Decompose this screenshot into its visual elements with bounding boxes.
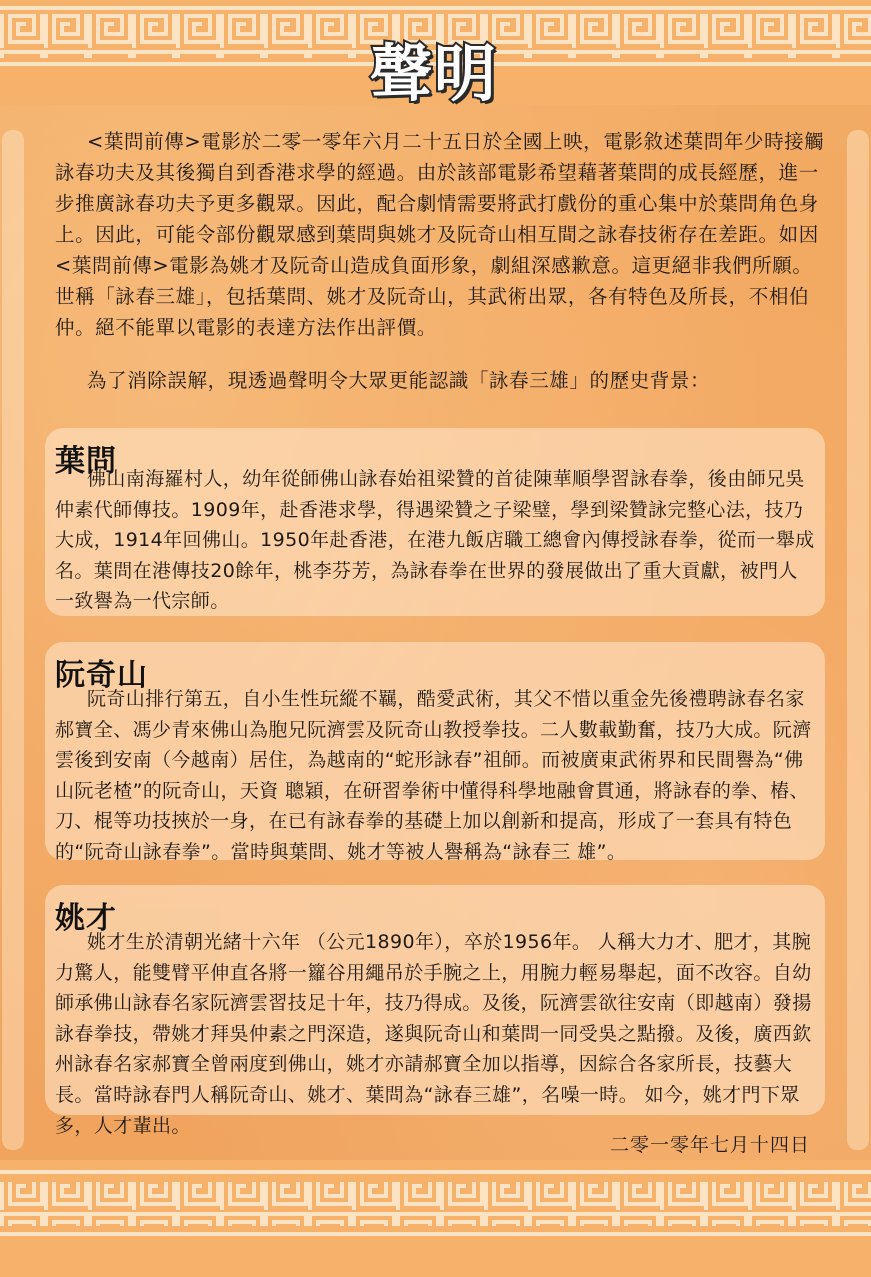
section-heading: 阮奇山 [55, 658, 148, 693]
page-title: 聲明 [369, 36, 498, 110]
section-heading: 葉問 [55, 444, 117, 479]
section-body: 佛山南海羅村人，幼年從師佛山詠春始祖梁贊的首徒陳華順學習詠春拳，後由師兄吳仲素代師傳技。1909年，赴香港求學，得遇梁贊之子梁璧，學到梁贊詠完整心法，技乃大成，1914年回佛山。1950年赴香港，在港九飯店職工總會內傳授詠春拳，從而一舉成名。葉問在港傳技20餘年，桃李芬芳，為詠春拳在世界的發展做出了重大貢獻，被門人一致譽為一代宗師。 [55, 468, 815, 613]
statement-date: 二零一零年七月十四日 [609, 1134, 810, 1156]
right-decorative-panel [847, 130, 869, 1150]
section-card-ip-man [45, 428, 825, 616]
section-body: 姚才生於清朝光緒十六年 （公元1890年），卒於1956年。 人稱大力才、肥才，其腕力驚人，能雙臂平伸直各將一籮谷用繩吊於手腕之上，用腕力輕易舉起，面不改容。自幼師承佛山詠春名家阮濟雲習技足十年，技乃得成。及後，阮濟雲欲往安南（即越南）發揚詠春拳技，帶姚才拜吳仲素之門深造，遂與阮奇山和葉問一同受吳之點撥。及後，廣西欽州詠春名家郝寶全曾兩度到佛山，姚才亦請郝寶全加以指導，因綜合各家所長，技藝大長。當時詠春門人稱阮奇山、姚才、葉問為“詠春三雄”，名噪一時。 如今，姚才門下眾多，人才輩出。 [55, 931, 812, 1137]
section-body: 阮奇山排行第五，自小生性玩縱不羈，酷愛武術，其父不惜以重金先後禮聘詠春名家郝寶全、馮少青來佛山為胞兄阮濟雲及阮奇山教授拳技。二人數載勤奮，技乃大成。阮濟雲後到安南（今越南）居住，為越南的“蛇形詠春”祖師。而被廣東武術界和民間譽為“佛山阮老楂”的阮奇山，天資 聰穎，在研習拳術中懂得科學地融會貫通，將詠春的拳、樁、刀、棍等功技挾於一身，在已有詠春拳的基礎上加以創新和提高，形成了一套具有特色的“阮奇山詠春拳”。當時與葉問、姚才等被人譽稱為“詠春三 雄”。 [55, 688, 812, 863]
left-decorative-panel [2, 130, 24, 1150]
intro-paragraph: <葉問前傳>電影於二零一零年六月二十五日於全國上映，電影敘述葉問年少時接觸詠春功夫及其後獨自到香港求學的經過。由於該部電影希望藉著葉問的成長經歷，進一步推廣詠春功夫予更多觀眾。因此，配合劇情需要將武打戲份的重心集中於葉問角色身上。因此，可能令部份觀眾感到葉問與姚才及阮奇山相互間之詠春技術存在差距。如因<葉問前傳>電影為姚才及阮奇山造成負面形象，劇組深感歉意。這更絕非我們所願。世稱「詠春三雄」，包括葉問、姚才及阮奇山，其武術出眾，各有特色及所長，不相伯仲。絕不能單以電影的表達方法作出評價。 [55, 130, 825, 339]
intro-paragraph-2: 為了消除誤解，現透過聲明令大眾更能認識「詠春三雄」的歷史背景： [87, 369, 711, 392]
title-container [344, 32, 524, 110]
section-card-yuen-kay-shan [45, 642, 825, 863]
section-card-yiu-choi [45, 885, 825, 1137]
bottom-meander-border [0, 1168, 871, 1258]
section-heading: 姚才 [55, 901, 117, 936]
